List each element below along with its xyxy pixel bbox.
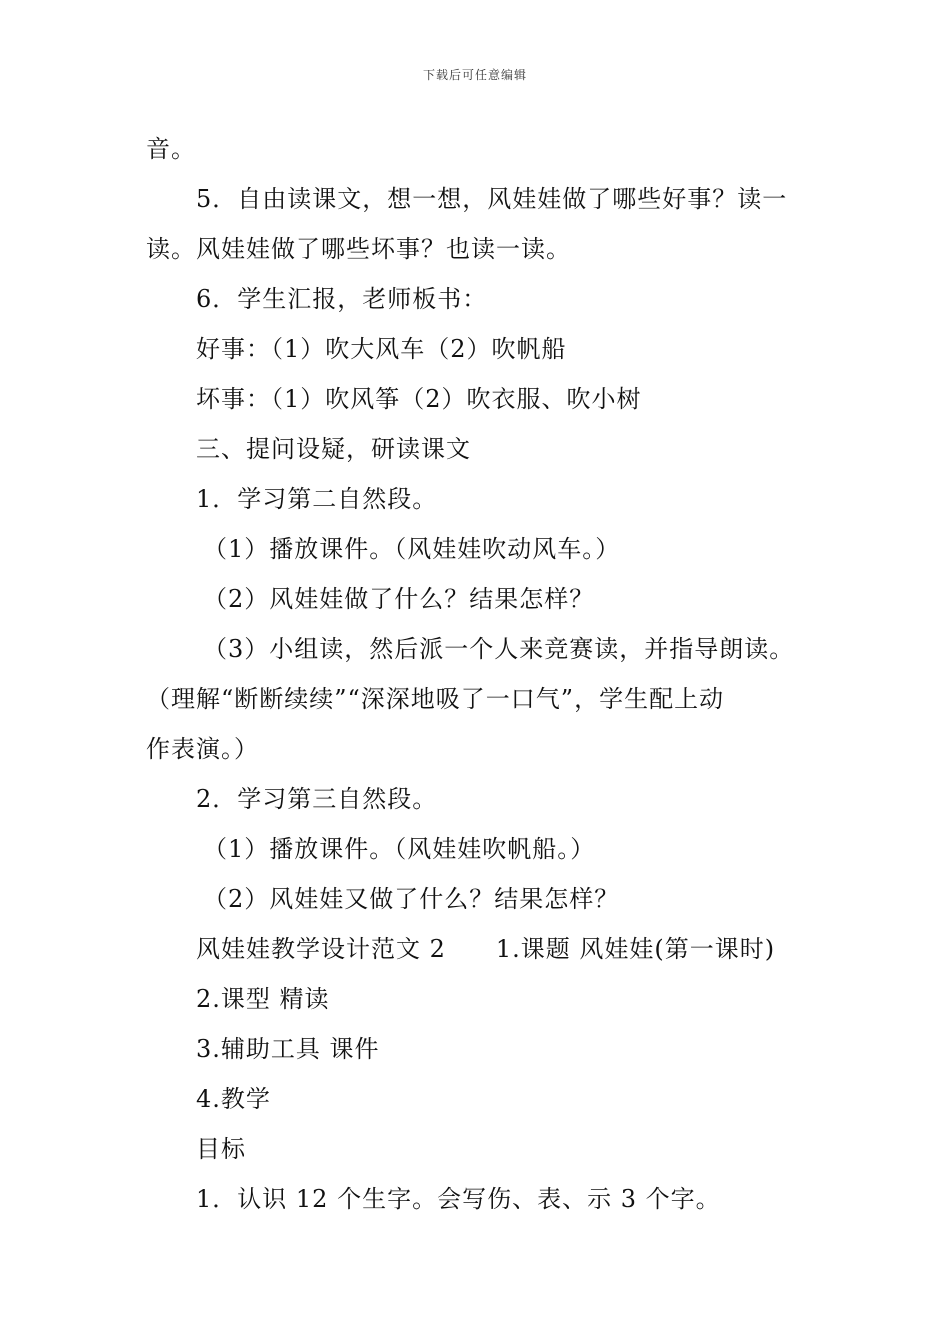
- paragraph-line: 音。: [146, 135, 196, 163]
- paragraph-line: 3.辅助工具 课件: [196, 1035, 380, 1063]
- paragraph-line: 读。风娃娃做了哪些坏事？也读一读。: [146, 235, 571, 263]
- paragraph-line: 4.教学: [196, 1085, 271, 1113]
- page-header: 下载后可任意编辑: [422, 68, 527, 82]
- paragraph-line: 作表演。）: [146, 735, 259, 763]
- lesson-topic: 1.课题 风娃娃(第一课时): [495, 935, 776, 963]
- document-title-line: [196, 934, 775, 964]
- paragraph-line: 2.课型 精读: [196, 985, 330, 1013]
- paragraph-line: 目标: [196, 1135, 246, 1163]
- paragraph-line: 坏事：（1）吹风筝（2）吹衣服、吹小树: [196, 385, 642, 413]
- document-title: 风娃娃教学设计范文 2: [196, 935, 446, 963]
- paragraph-line: 好事：（1）吹大风车（2）吹帆船: [196, 335, 567, 363]
- paragraph-line: 1．学习第二自然段。: [196, 485, 438, 513]
- paragraph-line: 2．学习第三自然段。: [196, 785, 438, 813]
- paragraph-line: （1）播放课件。（风娃娃吹动风车。）: [203, 535, 621, 563]
- section-heading: 三、提问设疑，研读课文: [196, 435, 471, 463]
- paragraph-line: （理解“断断续续”“深深地吸了一口气”，学生配上动: [146, 685, 725, 713]
- paragraph-line: 5．自由读课文，想一想，风娃娃做了哪些好事？读一: [196, 185, 788, 213]
- paragraph-line: 6．学生汇报，老师板书：: [196, 285, 488, 313]
- paragraph-line: （1）播放课件。（风娃娃吹帆船。）: [203, 835, 596, 863]
- paragraph-line: 1．认识 12 个生字。会写伤、表、示 3 个字。: [196, 1185, 721, 1213]
- paragraph-line: （3）小组读，然后派一个人来竞赛读，并指导朗读。: [203, 635, 795, 663]
- paragraph-line: （2）风娃娃又做了什么？结果怎样？: [203, 885, 620, 913]
- paragraph-line: （2）风娃娃做了什么？结果怎样？: [203, 585, 595, 613]
